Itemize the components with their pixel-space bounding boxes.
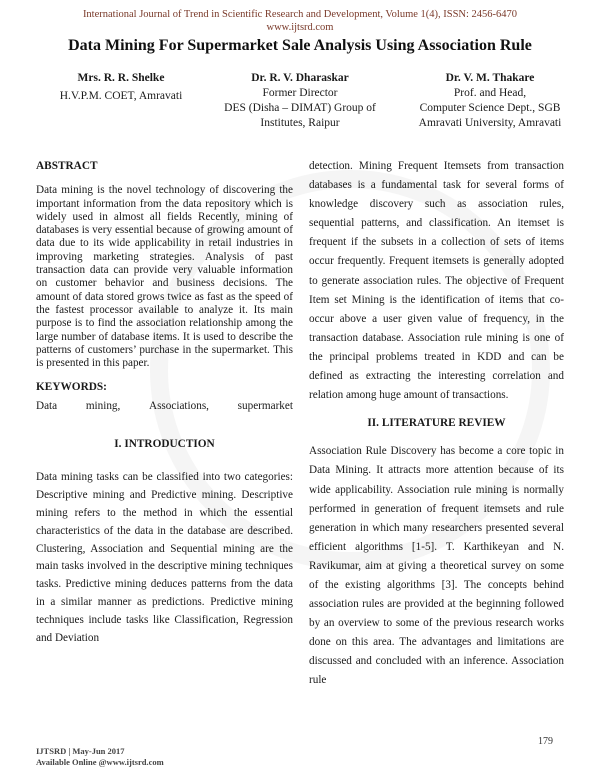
author-1 [36, 71, 206, 104]
keywords-heading: KEYWORDS: [36, 381, 107, 394]
journal-name: International Journal of Trend in Scientific Research and Development, Volume 1(4), ISSN: 2456-6470 [82, 9, 518, 20]
author-affiliation: Prof. and Head, Computer Science Dept., SGB Amravati University, Amravati [418, 87, 562, 129]
author-2 [214, 71, 386, 131]
footer-issue: IJTSRD | May-Jun 2017 [36, 746, 125, 756]
literature-heading: II. LITERATURE REVIEW [367, 417, 506, 430]
introduction-text: Data mining tasks can be classified into two categories: Descriptive mining and Predictive mining. Descriptive mining refers to the method in which the essential characteristics of the data in the database are described. Clustering, Association and Sequential mining are the main tasks involved in the descriptive mining techniques tasks. Predictive mining deduces patterns from the data in a similar manner as predictions. Predictive mining techniques include tasks like Classification, Regression and Deviation [36, 471, 293, 644]
abstract-text: Data mining is the novel technology of discovering the important information from the data repository which is widely used in almost all fields Recently, mining of databases is very essential because of growing amount of data due to its wide applicability in retail industries in improving marketing strategies. Analysis of past transaction data can provide very valuable information on customer behavior and business decisions. The amount of data stored grows twice as fast as the speed of the fastest processor available to analyze it. Its main purpose is to find the association relationship among the large number of database items. It is used to describe the patterns of customers’ purchase in the supermarket. This is presented in this paper. [36, 184, 293, 370]
footer [36, 746, 164, 768]
keyword: mining, [85, 399, 121, 412]
journal-header [0, 8, 600, 34]
page-number: 179 [538, 736, 553, 747]
right-column [309, 157, 564, 691]
keyword: Associations, [149, 399, 209, 412]
left-column [36, 160, 293, 647]
author-name: Dr. V. M. Thakare [445, 72, 535, 84]
literature-text: Association Rule Discovery has become a core topic in Data Mining. It attracts more attention because of its wide applicability. Association rule mining is normally performed in generation of frequent itemsets and rule generation in which many researchers presented several efficient algorithms [1-5]. T. Karthikeyan and N. Ravikumar, aim at giving a theoretical survey on some of the existing algorithms [3]. The concepts behind association rules are provided at the beginning followed by an overview to some of the previous research works done on this area. The advantages and limitations are discussed and concluded with an inference. Association rule [309, 445, 564, 687]
abstract-heading: ABSTRACT [36, 160, 98, 172]
keywords-list [36, 400, 293, 413]
introduction-continued-text: detection. Mining Frequent Itemsets from transaction databases is a fundamental task for several forms of knowledge discovery such as association rules, sequential patterns, and classification. An itemset is frequent if the subsets in a collection of sets of items occur frequently. Frequent itemsets is generally adopted to generate association rules. The objective of Frequent Item set Mining is the identification of items that co-occur above a user given value of frequency, in the transaction database. Association rule mining is one of the principal problems treated in KDD and can be defined as extracting the interesting correlation and relation among huge amount of transactions. [309, 160, 564, 402]
author-name: Dr. R. V. Dharaskar [251, 72, 349, 84]
paper-title: Data Mining For Supermarket Sale Analysis Using Association Rule [68, 37, 532, 54]
introduction-heading: I. INTRODUCTION [114, 438, 215, 451]
keyword: supermarket [237, 399, 293, 412]
journal-website: www.ijtsrd.com [266, 22, 334, 33]
author-name: Mrs. R. R. Shelke [77, 72, 165, 84]
footer-website: Available Online @www.ijtsrd.com [36, 757, 164, 767]
keyword: Data [36, 399, 58, 412]
author-affiliation: H.V.P.M. COET, Amravati [59, 90, 183, 102]
author-affiliation: Former Director DES (Disha – DIMAT) Group of Institutes, Raipur [224, 87, 376, 129]
author-3 [400, 71, 580, 131]
